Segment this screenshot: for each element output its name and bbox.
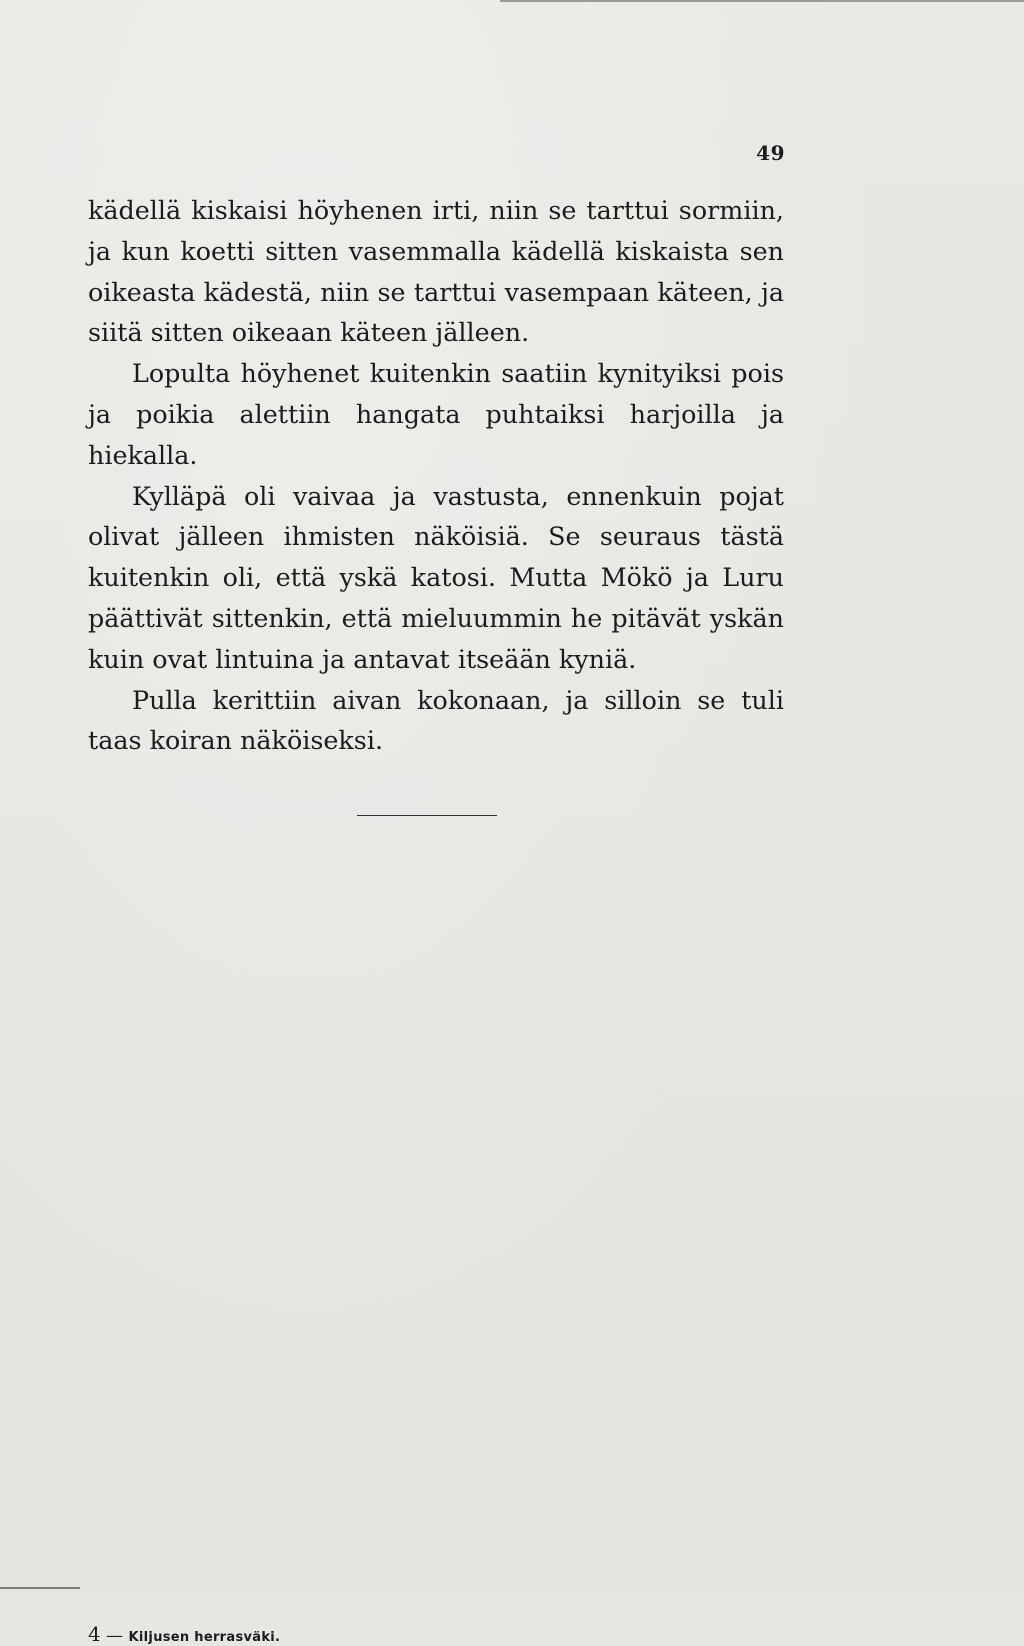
section-end-rule xyxy=(357,815,497,816)
printer-signature xyxy=(88,1622,280,1646)
signature-dash: — xyxy=(106,1626,124,1646)
scan-edge-bottom xyxy=(0,1587,80,1589)
page-number: 49 xyxy=(756,141,785,165)
body-text xyxy=(88,190,784,761)
paragraph-4: Pulla kerittiin aivan kokonaan, ja silloin se tuli taas koiran näköiseksi. xyxy=(88,684,784,756)
signature-number: 4 xyxy=(88,1622,101,1646)
scan-edge-top xyxy=(500,0,1024,2)
paragraph-3: Kylläpä oli vaivaa ja vastusta, ennenkuin pojat olivat jälleen ihmisten näköisiä. Se seuraus tästä kuitenkin oli, että yskä katosi. Mutta Mökö ja Luru päättivät sittenkin, että mieluummin he pitävät yskän kuin ovat lintuina ja antavat itseään kyniä. xyxy=(88,480,784,674)
signature-title: Kiljusen herrasväki. xyxy=(128,1630,281,1645)
paragraph-1: kädellä kiskaisi höyhenen irti, niin se tarttui sormiin, ja kun koetti sitten vasemmalla kädellä kiskaista sen oikeasta kädestä, niin se tarttui vasempaan käteen, ja siitä sitten oikeaan käteen jälleen. xyxy=(88,195,784,348)
paragraph-2: Lopulta höyhenet kuitenkin saatiin kynityiksi pois ja poikia alettiin hangata puhtaiksi harjoilla ja hiekalla. xyxy=(88,358,784,470)
